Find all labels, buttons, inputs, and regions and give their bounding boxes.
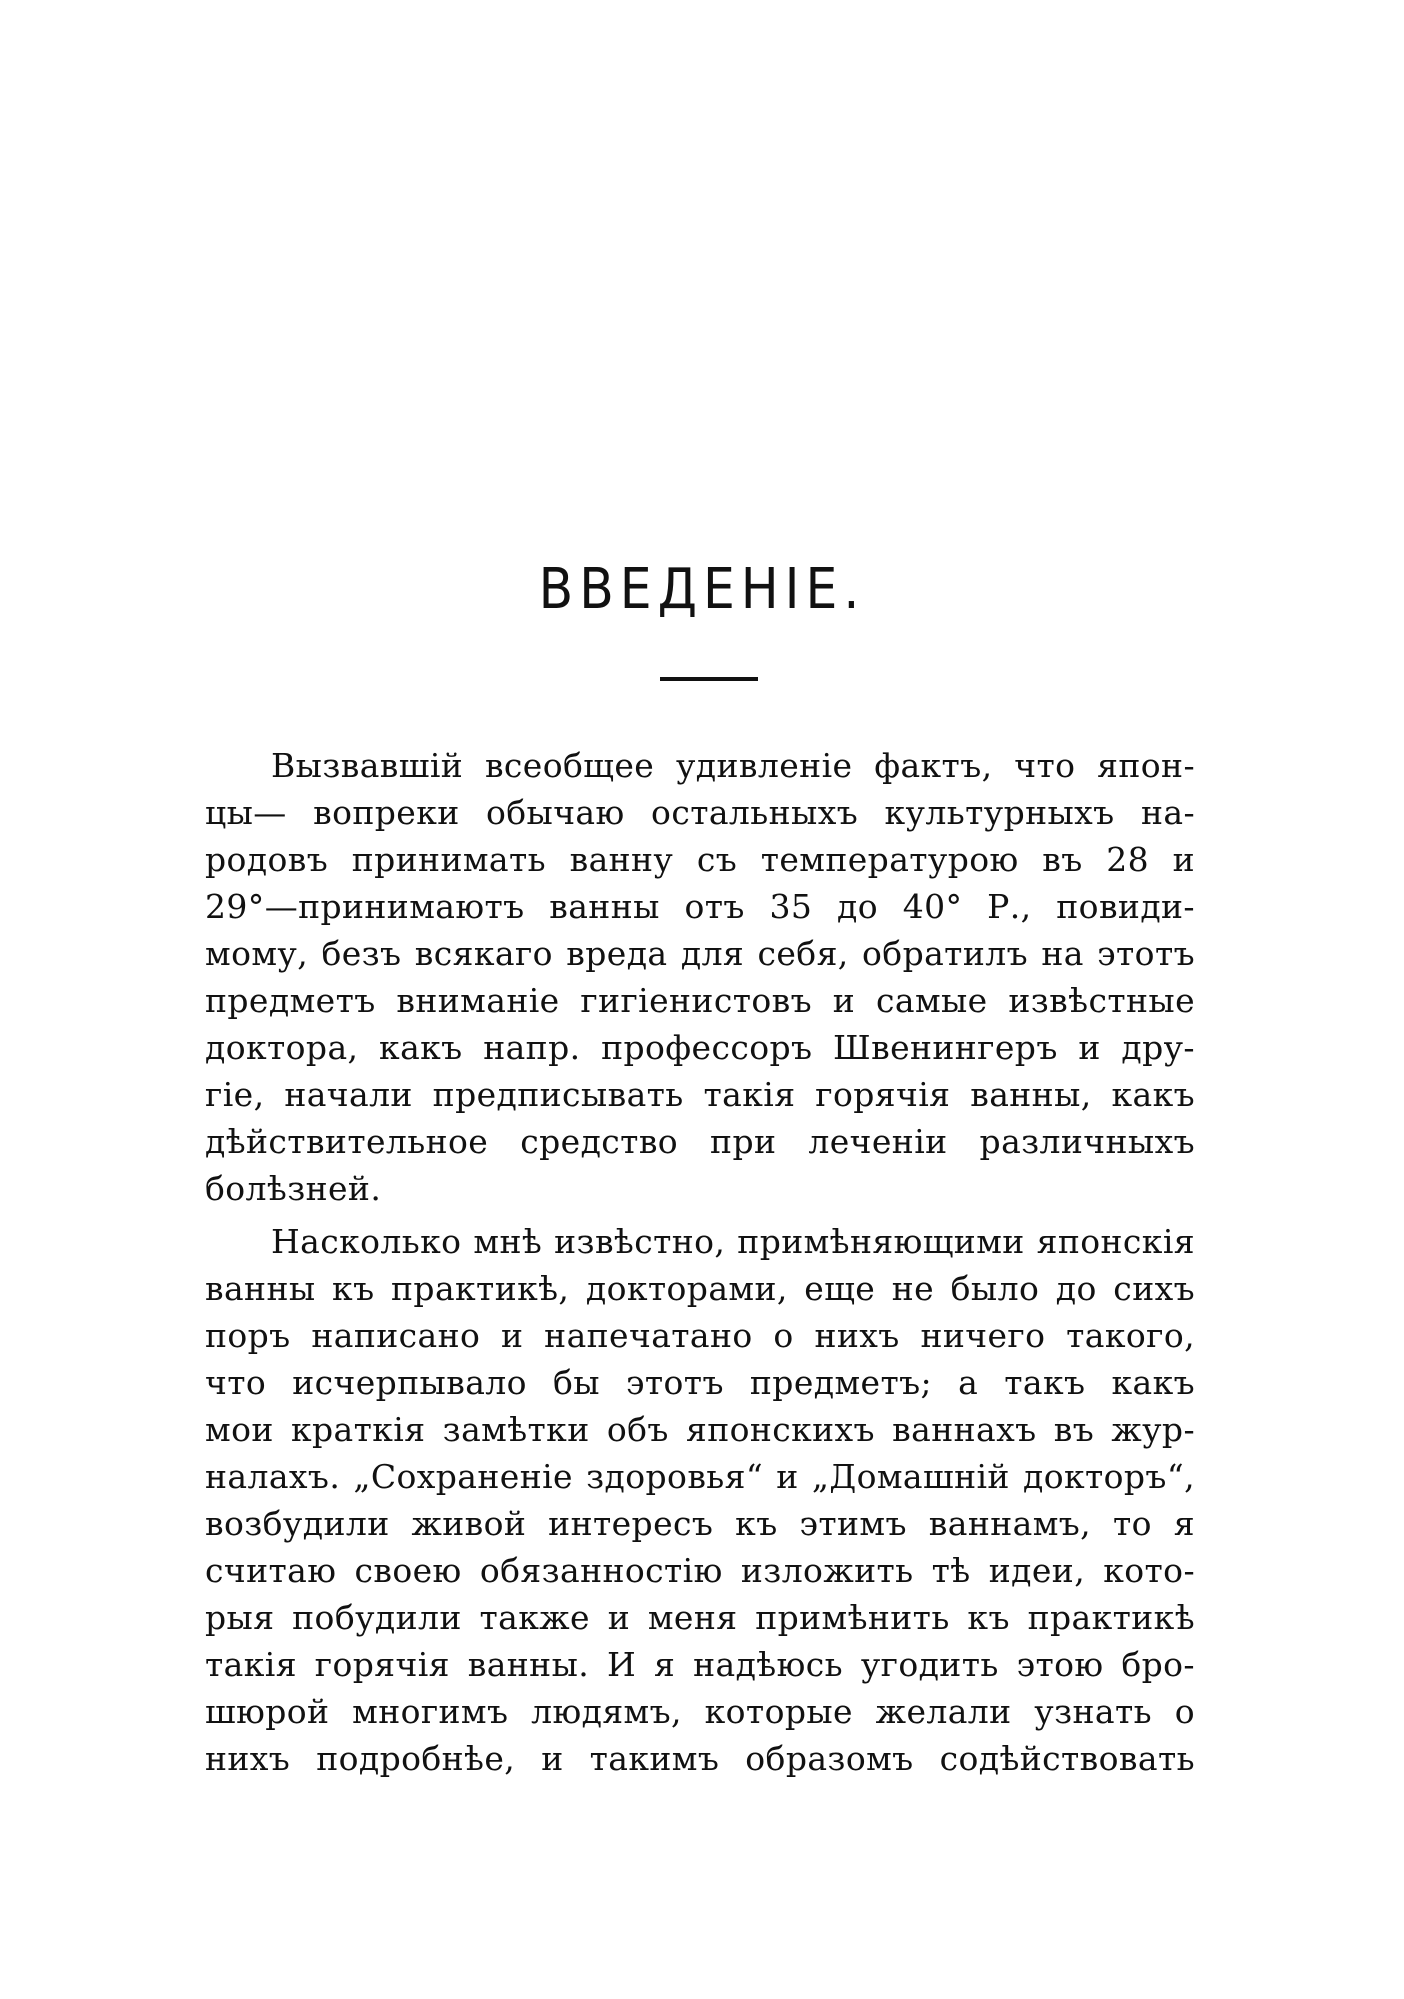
text-line: возбудили живой интересъ къ этимъ ваннамъ, то я <box>205 1504 1195 1543</box>
text-line: считаю своею обязанностію изложить тѣ идеи, кото- <box>205 1551 1195 1590</box>
text-line: 29°—принимаютъ ванны отъ 35 до 40° Р., повиди- <box>205 887 1195 926</box>
text-line: Вызвавшій всеобщее удивленіе фактъ, что япон- <box>271 746 1195 785</box>
text-line: дѣйствительное средство при леченіи различныхъ <box>205 1122 1195 1161</box>
text-line: рыя побудили также и меня примѣнить къ практикѣ <box>205 1598 1195 1637</box>
paragraph-2 <box>205 1218 1195 1782</box>
text-line: болѣзней. <box>205 1169 382 1208</box>
text-line: налахъ. „Сохраненіе здоровья“ и „Домашній докторъ“, <box>205 1457 1195 1496</box>
text-line: цы— вопреки обычаю остальныхъ культурныхъ на- <box>205 793 1195 832</box>
text-line: доктора, какъ напр. профессоръ Швенингеръ и дру- <box>205 1028 1195 1067</box>
text-line: родовъ принимать ванну съ температурою въ 28 и <box>205 840 1195 879</box>
text-line: Насколько мнѣ извѣстно, примѣняющими японскія <box>271 1222 1195 1261</box>
paragraph-1 <box>205 742 1195 1212</box>
body-text <box>205 742 1195 1782</box>
text-line: такія горячія ванны. И я надѣюсь угодить этою бро- <box>205 1645 1195 1684</box>
heading-divider <box>660 677 758 681</box>
text-line: ванны къ практикѣ, докторами, еще не было до сихъ <box>205 1269 1195 1308</box>
text-line: предметъ вниманіе гигіенистовъ и самые извѣстные <box>205 981 1195 1020</box>
text-line: что исчерпывало бы этотъ предметъ; а такъ какъ <box>205 1363 1195 1402</box>
text-line: мому, безъ всякаго вреда для себя, обратилъ на этотъ <box>205 934 1195 973</box>
text-line: шюрой многимъ людямъ, которые желали узнать о <box>205 1692 1195 1731</box>
text-line: поръ написано и напечатано о нихъ ничего такого, <box>205 1316 1195 1355</box>
text-line: мои краткія замѣтки объ японскихъ ваннахъ въ жур- <box>205 1410 1195 1449</box>
chapter-heading: ВВЕДЕНІЕ. <box>538 557 866 622</box>
text-line: гіе, начали предписывать такія горячія ванны, какъ <box>205 1075 1195 1114</box>
text-line: нихъ подробнѣе, и такимъ образомъ содѣйствовать <box>205 1739 1195 1778</box>
